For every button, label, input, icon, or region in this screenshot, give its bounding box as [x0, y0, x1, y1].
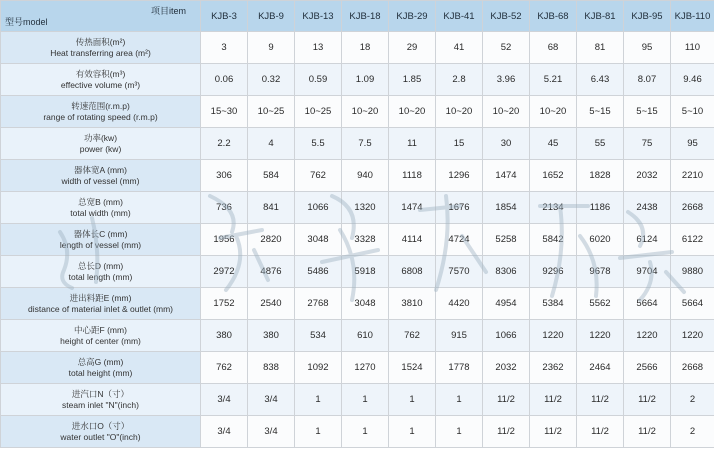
- value-cell: 3328: [342, 224, 389, 256]
- value-cell: 1: [342, 416, 389, 448]
- value-cell: 10~25: [295, 96, 342, 128]
- value-cell: 1524: [389, 352, 436, 384]
- row-label-en: total width (mm): [70, 207, 131, 218]
- row-label-zh: 进出料距E (mm): [69, 292, 132, 303]
- value-cell: 1092: [295, 352, 342, 384]
- value-cell: 6020: [577, 224, 624, 256]
- value-cell: 3810: [389, 288, 436, 320]
- value-cell: 5918: [342, 256, 389, 288]
- row-label-cell: [1, 32, 201, 64]
- model-header-cell: KJB-81: [577, 1, 624, 32]
- value-cell: 5384: [530, 288, 577, 320]
- model-header-cell: KJB-41: [436, 1, 483, 32]
- value-cell: 4724: [436, 224, 483, 256]
- value-cell: 10~20: [483, 96, 530, 128]
- value-cell: 3/4: [248, 384, 295, 416]
- value-cell: 2362: [530, 352, 577, 384]
- row-label-cell: [1, 128, 201, 160]
- model-header-cell: KJB-3: [201, 1, 248, 32]
- spec-row: [1, 128, 714, 160]
- value-cell: 29: [389, 32, 436, 64]
- value-cell: 3/4: [248, 416, 295, 448]
- value-cell: 5664: [624, 288, 671, 320]
- row-label-en: height of center (mm): [60, 335, 141, 346]
- row-label-cell: [1, 288, 201, 320]
- value-cell: 2540: [248, 288, 295, 320]
- value-cell: 584: [248, 160, 295, 192]
- model-header-cell: KJB-29: [389, 1, 436, 32]
- row-label-en: range of rotating speed (r.m.p): [43, 111, 158, 122]
- row-label-zh: 进水口O（寸）: [71, 420, 130, 431]
- value-cell: 1854: [483, 192, 530, 224]
- value-cell: 1.09: [342, 64, 389, 96]
- value-cell: 9: [248, 32, 295, 64]
- value-cell: 915: [436, 320, 483, 352]
- value-cell: 762: [295, 160, 342, 192]
- value-cell: 3/4: [201, 416, 248, 448]
- value-cell: 3: [201, 32, 248, 64]
- value-cell: 11/2: [577, 416, 624, 448]
- value-cell: 610: [342, 320, 389, 352]
- value-cell: 11/2: [577, 384, 624, 416]
- row-label-en: effective volume (m³): [60, 79, 141, 90]
- value-cell: 0.59: [295, 64, 342, 96]
- value-cell: 5~10: [671, 96, 714, 128]
- value-cell: 9880: [671, 256, 714, 288]
- row-label-zh: 中心距F (mm): [74, 324, 127, 335]
- spec-row: [1, 256, 714, 288]
- spec-row: [1, 384, 714, 416]
- model-header-cell: KJB-9: [248, 1, 295, 32]
- value-cell: 2972: [201, 256, 248, 288]
- value-cell: 380: [248, 320, 295, 352]
- value-cell: 1320: [342, 192, 389, 224]
- value-cell: 2: [671, 416, 714, 448]
- value-cell: 9678: [577, 256, 624, 288]
- value-cell: 10~20: [389, 96, 436, 128]
- value-cell: 762: [201, 352, 248, 384]
- value-cell: 6124: [624, 224, 671, 256]
- spec-row: [1, 32, 714, 64]
- value-cell: 380: [201, 320, 248, 352]
- spec-row: [1, 320, 714, 352]
- value-cell: 1: [389, 384, 436, 416]
- row-label-en: total height (mm): [68, 367, 133, 378]
- row-label-cell: [1, 192, 201, 224]
- value-cell: 2668: [671, 352, 714, 384]
- value-cell: 3048: [295, 224, 342, 256]
- row-label-zh: 总宽B (mm): [78, 196, 123, 207]
- value-cell: 4: [248, 128, 295, 160]
- value-cell: 1778: [436, 352, 483, 384]
- value-cell: 7570: [436, 256, 483, 288]
- value-cell: 1296: [436, 160, 483, 192]
- value-cell: 6.43: [577, 64, 624, 96]
- value-cell: 306: [201, 160, 248, 192]
- row-label-zh: 总高G (mm): [77, 356, 124, 367]
- value-cell: 1220: [624, 320, 671, 352]
- value-cell: 1956: [201, 224, 248, 256]
- value-cell: 10~20: [530, 96, 577, 128]
- value-cell: 95: [624, 32, 671, 64]
- row-label-zh: 总长D (mm): [77, 260, 124, 271]
- value-cell: 1220: [577, 320, 624, 352]
- value-cell: 52: [483, 32, 530, 64]
- row-label-cell: [1, 224, 201, 256]
- value-cell: 75: [624, 128, 671, 160]
- value-cell: 1: [295, 416, 342, 448]
- value-cell: 1270: [342, 352, 389, 384]
- value-cell: 9.46: [671, 64, 714, 96]
- value-cell: 5~15: [624, 96, 671, 128]
- value-cell: 7.5: [342, 128, 389, 160]
- value-cell: 0.32: [248, 64, 295, 96]
- row-label-en: width of vessel (mm): [61, 175, 140, 186]
- value-cell: 1: [436, 416, 483, 448]
- value-cell: 5.21: [530, 64, 577, 96]
- spec-table-body: [1, 32, 714, 448]
- value-cell: 5486: [295, 256, 342, 288]
- row-label-en: length of vessel (mm): [59, 239, 142, 250]
- value-cell: 9704: [624, 256, 671, 288]
- row-label-zh: 功率(kw): [83, 132, 118, 143]
- value-cell: 9296: [530, 256, 577, 288]
- row-label-cell: [1, 64, 201, 96]
- row-label-zh: 转速范围(r.m.p): [71, 100, 130, 111]
- value-cell: 838: [248, 352, 295, 384]
- value-cell: 2464: [577, 352, 624, 384]
- spec-row: [1, 352, 714, 384]
- value-cell: 3.96: [483, 64, 530, 96]
- value-cell: 68: [530, 32, 577, 64]
- value-cell: 4420: [436, 288, 483, 320]
- model-header-cell: KJB-68: [530, 1, 577, 32]
- row-label-cell: [1, 352, 201, 384]
- value-cell: 11/2: [483, 384, 530, 416]
- value-cell: 11/2: [530, 384, 577, 416]
- value-cell: 3/4: [201, 384, 248, 416]
- value-cell: 110: [671, 32, 714, 64]
- model-header-label: 型号model: [5, 17, 48, 27]
- value-cell: 2134: [530, 192, 577, 224]
- value-cell: 2820: [248, 224, 295, 256]
- value-cell: 15~30: [201, 96, 248, 128]
- spec-row: [1, 160, 714, 192]
- value-cell: 13: [295, 32, 342, 64]
- row-label-cell: [1, 96, 201, 128]
- value-cell: 10~20: [436, 96, 483, 128]
- value-cell: 1066: [483, 320, 530, 352]
- value-cell: 5258: [483, 224, 530, 256]
- value-cell: 10~25: [248, 96, 295, 128]
- row-label-en: power (kw): [79, 143, 122, 154]
- value-cell: 18: [342, 32, 389, 64]
- row-label-en: water outlet "O"(inch): [60, 431, 141, 442]
- value-cell: 2.2: [201, 128, 248, 160]
- spec-row: [1, 64, 714, 96]
- model-header-cell: KJB-18: [342, 1, 389, 32]
- spec-row: [1, 192, 714, 224]
- value-cell: 11/2: [624, 384, 671, 416]
- value-cell: 4954: [483, 288, 530, 320]
- value-cell: 1: [389, 416, 436, 448]
- value-cell: 6808: [389, 256, 436, 288]
- row-label-zh: 器体宽A (mm): [74, 164, 127, 175]
- value-cell: 2032: [483, 352, 530, 384]
- value-cell: 3048: [342, 288, 389, 320]
- model-header-cell: KJB-13: [295, 1, 342, 32]
- value-cell: 940: [342, 160, 389, 192]
- value-cell: 841: [248, 192, 295, 224]
- value-cell: 0.06: [201, 64, 248, 96]
- value-cell: 2438: [624, 192, 671, 224]
- value-cell: 1186: [577, 192, 624, 224]
- value-cell: 81: [577, 32, 624, 64]
- value-cell: 762: [389, 320, 436, 352]
- value-cell: 1474: [483, 160, 530, 192]
- value-cell: 45: [530, 128, 577, 160]
- row-label-zh: 进汽口N（寸）: [71, 388, 130, 399]
- value-cell: 2668: [671, 192, 714, 224]
- row-label-cell: [1, 416, 201, 448]
- spec-row: [1, 416, 714, 448]
- row-label-zh: 器体长C (mm): [73, 228, 128, 239]
- value-cell: 2768: [295, 288, 342, 320]
- value-cell: 2.8: [436, 64, 483, 96]
- value-cell: 2: [671, 384, 714, 416]
- row-label-en: distance of material inlet & outlet (mm): [27, 303, 174, 314]
- value-cell: 5562: [577, 288, 624, 320]
- value-cell: 11/2: [530, 416, 577, 448]
- value-cell: 6122: [671, 224, 714, 256]
- value-cell: 2566: [624, 352, 671, 384]
- row-label-cell: [1, 384, 201, 416]
- model-header-cell: KJB-110: [671, 1, 714, 32]
- row-label-en: Heat transferring area (m²): [50, 47, 151, 58]
- model-header-cell: KJB-95: [624, 1, 671, 32]
- value-cell: 1118: [389, 160, 436, 192]
- row-label-zh: 传热面积(m²): [75, 36, 126, 47]
- value-cell: 1: [436, 384, 483, 416]
- value-cell: 30: [483, 128, 530, 160]
- value-cell: 11: [389, 128, 436, 160]
- value-cell: 534: [295, 320, 342, 352]
- value-cell: 736: [201, 192, 248, 224]
- value-cell: 1220: [530, 320, 577, 352]
- row-label-zh: 有效容积(m³): [75, 68, 126, 79]
- value-cell: 1.85: [389, 64, 436, 96]
- header-row: [1, 1, 714, 32]
- value-cell: 11/2: [624, 416, 671, 448]
- value-cell: 5842: [530, 224, 577, 256]
- value-cell: 11/2: [483, 416, 530, 448]
- value-cell: 4114: [389, 224, 436, 256]
- row-label-cell: [1, 160, 201, 192]
- value-cell: 5664: [671, 288, 714, 320]
- value-cell: 8306: [483, 256, 530, 288]
- value-cell: 1: [342, 384, 389, 416]
- corner-header-cell: [1, 1, 201, 32]
- row-label-cell: [1, 320, 201, 352]
- spec-row: [1, 224, 714, 256]
- value-cell: 1066: [295, 192, 342, 224]
- row-label-cell: [1, 256, 201, 288]
- model-header-cell: KJB-52: [483, 1, 530, 32]
- value-cell: 8.07: [624, 64, 671, 96]
- spec-row: [1, 96, 714, 128]
- value-cell: 1752: [201, 288, 248, 320]
- value-cell: 15: [436, 128, 483, 160]
- value-cell: 4876: [248, 256, 295, 288]
- value-cell: 2210: [671, 160, 714, 192]
- spec-row: [1, 288, 714, 320]
- value-cell: 1676: [436, 192, 483, 224]
- value-cell: 5~15: [577, 96, 624, 128]
- row-label-en: steam inlet "N"(inch): [62, 399, 139, 410]
- value-cell: 95: [671, 128, 714, 160]
- value-cell: 2032: [624, 160, 671, 192]
- value-cell: 1474: [389, 192, 436, 224]
- value-cell: 41: [436, 32, 483, 64]
- value-cell: 55: [577, 128, 624, 160]
- item-header-label: 项目item: [150, 6, 186, 16]
- value-cell: 1220: [671, 320, 714, 352]
- row-label-en: total length (mm): [68, 271, 133, 282]
- value-cell: 1828: [577, 160, 624, 192]
- value-cell: 1652: [530, 160, 577, 192]
- value-cell: 5.5: [295, 128, 342, 160]
- value-cell: 1: [295, 384, 342, 416]
- value-cell: 10~20: [342, 96, 389, 128]
